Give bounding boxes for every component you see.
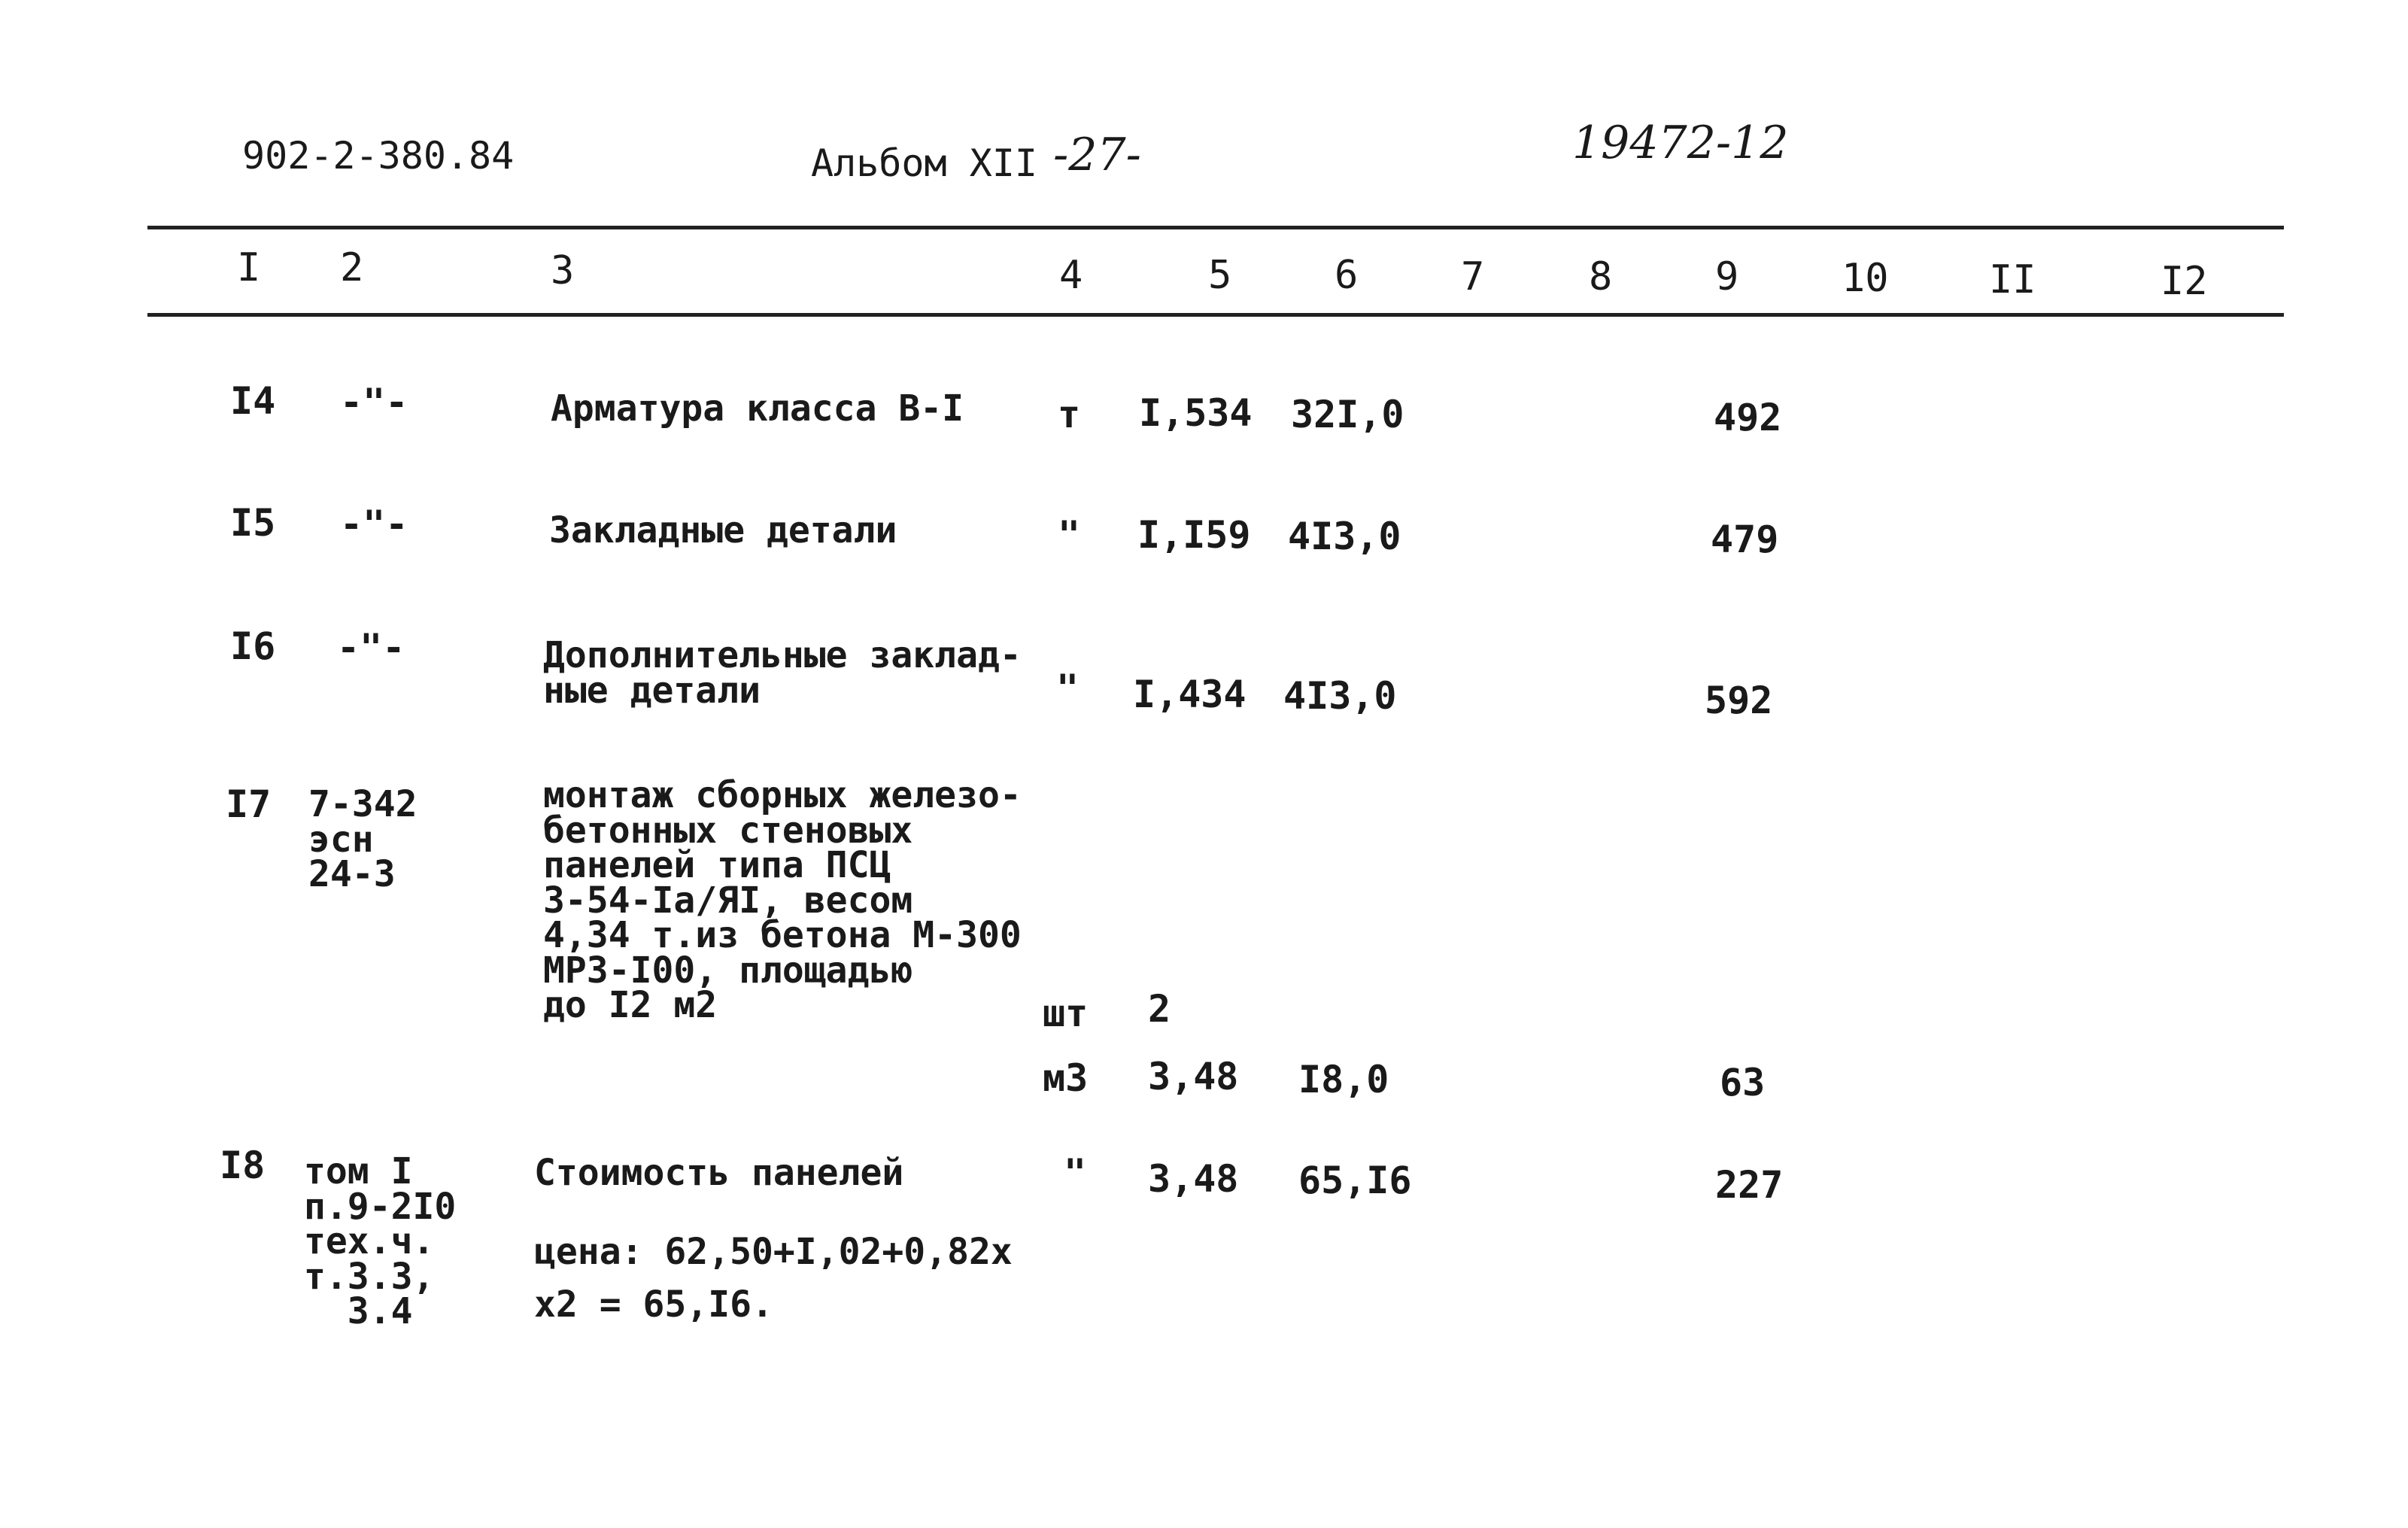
- album-label: Альбом XII: [811, 141, 1038, 185]
- row-unit: т: [1058, 393, 1081, 436]
- top-rule: [147, 226, 2284, 229]
- column-header-7: 7: [1461, 254, 1485, 299]
- row-quantity: 3,48: [1148, 1157, 1239, 1201]
- column-header-2: 2: [340, 245, 364, 290]
- row-number: I5: [230, 501, 276, 545]
- column-header-10: 10: [1842, 256, 1889, 301]
- column-header-3: 3: [551, 248, 575, 293]
- row-unit: ": [1056, 667, 1080, 710]
- row-unit-secondary: м3: [1043, 1056, 1089, 1100]
- row-description: монтаж сборных железо- бетонных стеновых панелей типа ПСЦ 3-54-Iа/ЯI, весом 4,34 т.из бетона М-300 МРЗ-I00, площадью до I2 м2: [543, 774, 1022, 1027]
- row-unit: ": [1064, 1151, 1087, 1195]
- row-quantity: 2: [1148, 987, 1171, 1031]
- row-reference: -"-: [340, 503, 408, 546]
- row-total: 492: [1714, 396, 1782, 439]
- column-header-8: 8: [1589, 254, 1613, 299]
- row-description: Закладные детали: [549, 509, 897, 551]
- row-unit-price: I8,0: [1298, 1058, 1389, 1101]
- row-reference: том I п.9-2I0 тех.ч. т.3.3, 3.4: [304, 1150, 457, 1333]
- column-header-5: 5: [1208, 253, 1232, 298]
- column-header-11: II: [1989, 257, 2036, 302]
- row-description: Дополнительные заклад- ные детали: [543, 634, 1022, 712]
- column-header-12: I2: [2161, 259, 2208, 304]
- row-total: 592: [1705, 679, 1773, 722]
- column-header-9: 9: [1715, 254, 1739, 299]
- row-unit-price: 32I,0: [1291, 393, 1404, 436]
- row-unit-price: 65,I6: [1298, 1159, 1412, 1202]
- column-header-1: I: [237, 245, 261, 290]
- row-number: I6: [230, 624, 276, 668]
- row-quantity-secondary: 3,48: [1148, 1055, 1239, 1098]
- row-total: 63: [1720, 1061, 1766, 1104]
- row-reference: 7-342 эсн 24-3: [308, 783, 418, 896]
- row-description: Арматура класса B-I: [551, 387, 964, 430]
- row-description: Стоимость панелей: [534, 1152, 904, 1194]
- page-number: -27-: [1053, 129, 1141, 181]
- row-total: 479: [1711, 518, 1779, 561]
- handwritten-number: 19472-12: [1572, 117, 1789, 169]
- row-number: I4: [230, 379, 276, 423]
- row-total: 227: [1715, 1163, 1784, 1207]
- row-quantity: I,534: [1139, 391, 1253, 435]
- row-unit: ": [1058, 513, 1081, 557]
- row-reference: -"-: [340, 381, 408, 424]
- row-unit: шт: [1043, 992, 1089, 1035]
- document-code: 902-2-380.84: [242, 134, 515, 178]
- column-header-4: 4: [1059, 253, 1083, 298]
- row-number: I8: [220, 1144, 266, 1187]
- column-header-6: 6: [1335, 253, 1359, 298]
- row-unit-price: 4I3,0: [1283, 674, 1397, 718]
- row-unit-price: 4I3,0: [1288, 515, 1401, 558]
- row-reference: -"-: [337, 626, 405, 670]
- price-calculation-note: цена: 62,50+I,02+0,82х х2 = 65,I6.: [534, 1231, 1013, 1326]
- row-number: I7: [226, 782, 272, 826]
- row-quantity: I,434: [1133, 673, 1247, 716]
- header-bottom-rule: [147, 313, 2284, 317]
- row-quantity: I,I59: [1137, 513, 1251, 557]
